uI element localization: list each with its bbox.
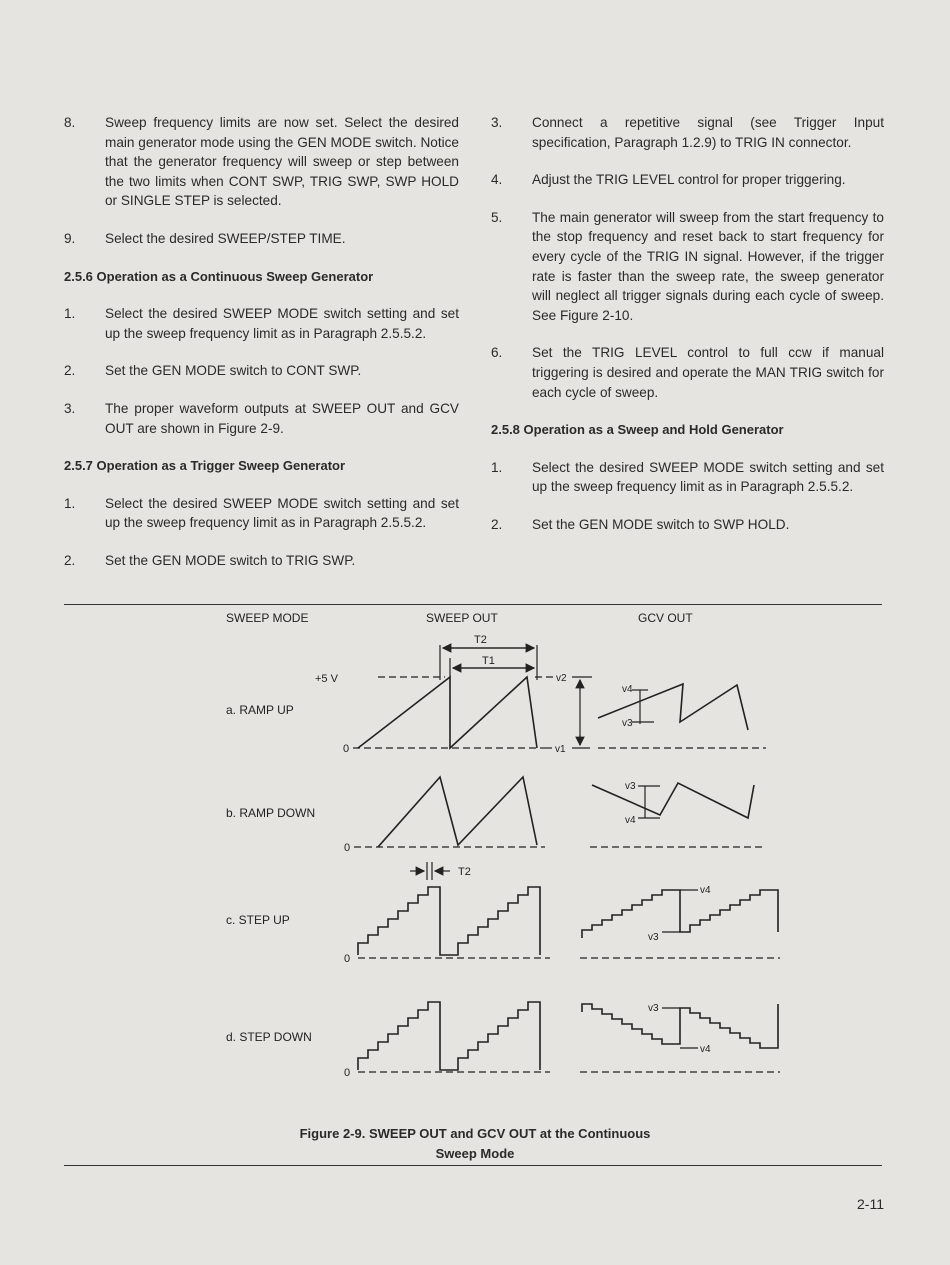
caption-line-2: Sweep Mode xyxy=(435,1146,515,1161)
zero-label: 0 xyxy=(344,842,351,854)
list-item xyxy=(64,361,459,381)
list-item xyxy=(64,113,459,211)
item-number: 3. xyxy=(64,400,76,416)
list-item xyxy=(64,304,459,343)
section-heading-2-5-8: 2.5.8 Operation as a Sweep and Hold Generator xyxy=(491,422,784,438)
item-number: 3. xyxy=(491,115,503,130)
item-number: 1. xyxy=(64,495,76,511)
item-number: 2. xyxy=(64,363,76,379)
v4-label: v4 xyxy=(622,684,633,695)
waveform-figure xyxy=(64,605,882,1115)
ramp-up-sweep-waveform xyxy=(353,677,556,748)
item-number: 5. xyxy=(491,209,503,225)
v3-label: v3 xyxy=(648,932,659,943)
v1-v2-span-arrow xyxy=(572,677,592,748)
t2-step-marker xyxy=(410,862,450,880)
list-item xyxy=(491,515,884,535)
v3-label: v3 xyxy=(625,781,636,792)
zero-label: 0 xyxy=(344,1067,351,1079)
item-text: Sweep frequency limits are now set. Select the desired main generator mode using the GEN MODE switch. Notice that the generator frequency will sweep or step between the two limits when CONT SWP, TRIG SWP, SWP HOLD or SINGLE STEP is selected. xyxy=(105,115,459,209)
right-column xyxy=(491,113,884,553)
header-sweep-out: SWEEP OUT xyxy=(426,611,498,625)
list-item xyxy=(64,399,459,438)
item-text: The proper waveform outputs at SWEEP OUT and GCV OUT are shown in Figure 2-9. xyxy=(105,400,459,436)
item-text: Connect a repetitive signal (see Trigger Input specification, Paragraph 1.2.9) to TRIG IN connector. xyxy=(532,115,884,150)
v1-label: v1 xyxy=(555,744,566,755)
item-text: Select the desired SWEEP/STEP TIME. xyxy=(105,230,346,246)
item-number: 8. xyxy=(64,115,76,130)
figure-caption xyxy=(200,1124,750,1164)
t2-step-label: T2 xyxy=(458,866,471,878)
row-label-ramp-up: a. RAMP UP xyxy=(226,703,294,717)
list-item xyxy=(491,170,884,190)
header-sweep-mode: SWEEP MODE xyxy=(226,611,309,625)
ramp-down-gcv-waveform xyxy=(590,783,764,847)
zero-label: 0 xyxy=(343,743,350,755)
v4-label: v4 xyxy=(700,1044,711,1055)
step-down-sweep-waveform xyxy=(358,1002,550,1072)
header-gcv-out: GCV OUT xyxy=(638,611,693,625)
item-text: Select the desired SWEEP MODE switch setting and set up the sweep frequency limit as in Paragraph 2.5.5.2. xyxy=(532,459,884,495)
left-column xyxy=(64,113,459,589)
item-number: 1. xyxy=(491,459,503,475)
item-text: Adjust the TRIG LEVEL control for proper triggering. xyxy=(532,172,846,188)
item-text: Set the TRIG LEVEL control to full ccw if manual triggering is desired and operate the MAN TRIG switch for each cycle of sweep. xyxy=(532,345,884,400)
item-text: Set the GEN MODE switch to TRIG SWP. xyxy=(105,552,356,568)
step-up-gcv-waveform xyxy=(580,890,780,958)
item-number: 2. xyxy=(64,552,76,568)
v4-label: v4 xyxy=(700,885,711,896)
list-item xyxy=(491,113,884,152)
t1-label: T1 xyxy=(482,655,495,667)
item-text: The main generator will sweep from the start frequency to the stop frequency and reset back to start frequency for every cycle of the TRIG IN signal. However, if the trigger rate is faster than the sweep rate, the sweep generator will neglect all trigger signals during each cycle of sweep. See Figure 2-10. xyxy=(532,209,884,323)
row-label-ramp-down: b. RAMP DOWN xyxy=(226,806,316,820)
item-number: 1. xyxy=(64,306,76,322)
item-number: 4. xyxy=(491,172,503,188)
step-down-gcv-waveform xyxy=(580,1004,780,1072)
step-up-sweep-waveform xyxy=(358,887,550,958)
v2-label: v2 xyxy=(556,673,567,684)
caption-line-1: Figure 2-9. SWEEP OUT and GCV OUT at the Continuous xyxy=(299,1126,651,1141)
v3-label: v3 xyxy=(648,1003,659,1014)
row-label-step-up: c. STEP UP xyxy=(226,913,290,927)
list-item xyxy=(64,494,459,533)
item-number: 2. xyxy=(491,516,503,532)
item-number: 9. xyxy=(64,230,76,246)
list-item xyxy=(491,208,884,326)
ramp-down-sweep-waveform xyxy=(354,777,545,847)
v3-label: v3 xyxy=(622,718,633,729)
v4-label: v4 xyxy=(625,815,636,826)
item-text: Select the desired SWEEP MODE switch setting and set up the sweep frequency limit as in Paragraph 2.5.5.2. xyxy=(105,306,459,341)
section-heading-2-5-7: 2.5.7 Operation as a Trigger Sweep Generator xyxy=(64,458,346,474)
section-heading-2-5-6: 2.5.6 Operation as a Continuous Sweep Generator xyxy=(64,268,374,284)
list-item xyxy=(64,551,459,571)
zero-label: 0 xyxy=(344,953,351,965)
item-text: Select the desired SWEEP MODE switch setting and set up the sweep frequency limit as in Paragraph 2.5.5.2. xyxy=(105,495,459,531)
list-item xyxy=(491,343,884,402)
list-item xyxy=(64,229,459,249)
list-item xyxy=(491,458,884,497)
page-number: 2-11 xyxy=(857,1196,884,1212)
item-number: 6. xyxy=(491,345,503,361)
plus5v-label: +5 V xyxy=(315,673,338,685)
t2-label: T2 xyxy=(474,634,487,646)
figure-bottom-rule xyxy=(64,1165,882,1166)
item-text: Set the GEN MODE switch to SWP HOLD. xyxy=(532,516,790,532)
row-label-step-down: d. STEP DOWN xyxy=(226,1030,312,1044)
item-text: Set the GEN MODE switch to CONT SWP. xyxy=(105,363,362,379)
